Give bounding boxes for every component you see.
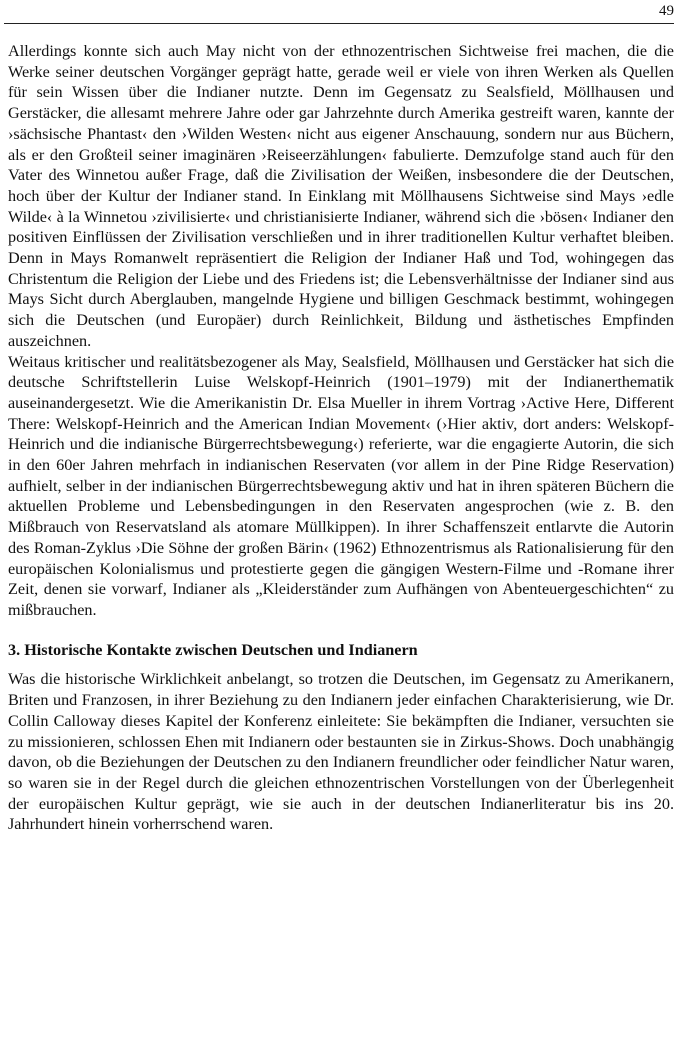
body-text	[8, 41, 674, 835]
paragraph-may-ethnocentrism: Allerdings konnte sich auch May nicht von der ethnozentrischen Sichtweise frei machen, die die Werke seiner deutschen Vorgänger geprägt hatte, gerade weil er viele von ihren Werken als Quellen für sein Wissen über die Indianer nutzte. Denn im Gegensatz zu Sealsfield, Möllhausen und Gerstäcker, die allesamt mehrere Jahre oder gar Jahrzehnte durch Amerika gestreift waren, kannte der ›sächsische Phantast‹ den ›Wilden Westen‹ nicht aus eigener Anschauung, sondern nur aus Büchern, als er den Großteil seiner imaginären ›Reiseerzählungen‹ fabulierte. Demzufolge stand auch für den Vater des Winnetou außer Frage, daß die Zivilisation der Weißen, insbesondere die der Deutschen, hoch über der Kultur der Indianer stand. In Einklang mit Möllhausens Sichtweise sind Mays ›edle Wilde‹ à la Winnetou ›zivilisierte‹ und christianisierte Indianer, während sich die ›bösen‹ Indianer den positiven Einflüssen der Zivilisation verschließen und in ihrer traditionellen Kultur verhaftet bleiben. Denn in Mays Romanwelt repräsentiert die Religion der Indianer Haß und Tod, wohingegen das Christentum die Religion der Liebe und des Friedens ist; die Lebensverhältnisse der Indianer sind aus Mays Sicht durch Aberglauben, mangelnde Hygiene und billigen Geschmack bestimmt, wohingegen sich die Deutschen (und Europäer) durch Reinlichkeit, Bildung und ästhetisches Empfinden auszeichnen.	[8, 42, 674, 350]
paragraph-welskopf-heinrich: Weitaus kritischer und realitätsbezogener als May, Sealsfield, Möllhausen und Gerstäcker hat sich die deutsche Schriftstellerin Luise Welskopf-Heinrich (1901–1979) mit der Indianerthematik auseinandergesetzt. Wie die Amerikanistin Dr. Elsa Mueller in ihrem Vortrag ›Active Here, Different There: Welskopf-Heinrich and the American Indian Movement‹ (›Hier aktiv, dort anders: Welskopf-Heinrich und die indianische Bürgerrechtsbewegung‹) referierte, war die engagierte Autorin, die sich in den 60er Jahren mehrfach in indianischen Reservaten (vor allem in der Pine Ridge Reservation) aufhielt, selber in der indianischen Bürgerrechtsbewegung aktiv und hat in ihren späteren Büchern die aktuellen Probleme und Lebensbedingungen in den Reservaten angesprochen (wie z. B. den Mißbrauch von Reservatsland als atomare Müllkippen). In ihrer Schaffenszeit entlarvte die Autorin des Roman-Zyklus ›Die Söhne der großen Bärin‹ (1962) Ethnozentrismus als Rationalisierung für den europäischen Kolonialismus und protestierte gegen die gängigen Western-Filme und -Romane ihrer Zeit, denen sie vorwarf, Indianer als „Kleiderständer zum Aufhängen von Abenteuergeschichten“ zu mißbrauchen.	[8, 352, 674, 619]
page-number: 49	[659, 3, 674, 19]
paragraph-historical-contacts: Was die historische Wirklichkeit anbelangt, so trotzen die Deutschen, im Gegensatz zu Amerikanern, Briten und Franzosen, in ihrer Beziehung zu den Indianern jeder einfachen Charakterisierung, wie Dr. Collin Calloway dieses Kapitel der Konferenz einleitete: Sie bekämpften die Indianer, versuchten sie zu missionieren, schlossen Ehen mit Indianern oder bestaunten sie in Zirkus-Shows. Doch unabhängig davon, ob die Beziehungen der Deutschen zu den Indianern freundlicher oder feindlicher Natur waren, so waren sie in der Regel durch die gleichen ethnozentrischen Vorstellungen von der Überlegenheit der europäischen Kultur geprägt, wie sie auch in der deutschen Indianerliteratur bis ins 20. Jahrhundert hinein vorherrschend waren.	[8, 670, 674, 834]
header-rule	[4, 23, 674, 24]
section-heading: 3. Historische Kontakte zwischen Deutschen und Indianern	[8, 640, 418, 659]
